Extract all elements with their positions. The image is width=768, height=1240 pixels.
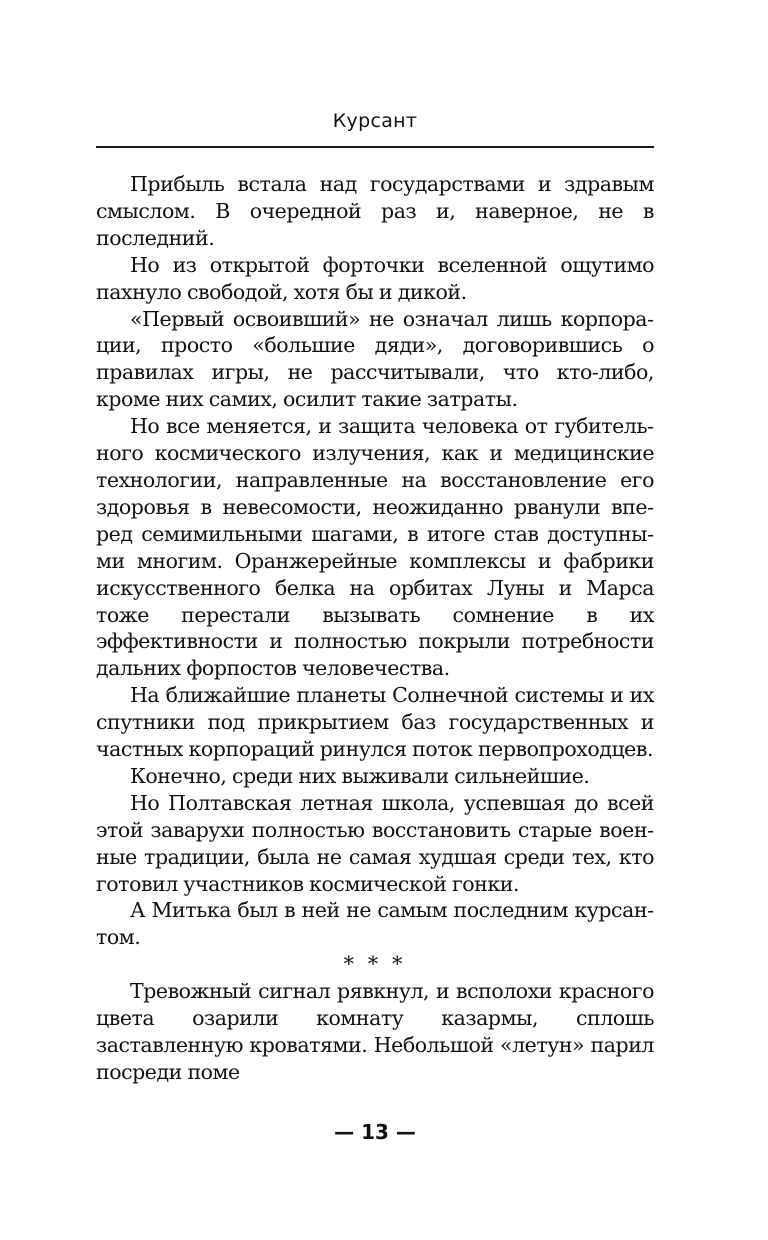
paragraph: «Первый освоивший» не означал лишь корпорации, просто «большие дяди», договорившись о правилах игры, не рассчитывали, что кто-либо, кроме них самих, осилит такие затраты. [96,306,654,412]
paragraph: Тревожный сигнал рявкнул, и всполохи красного цвета озарили комнату казармы, сплошь заставленную кроватями. Небольшой «летун» парил посреди поме [96,979,654,1084]
paragraph: На ближайшие планеты Солнечной системы и их спутники под прикрытием баз государственных и частных корпораций ринулся поток первопроходцев. [96,683,654,762]
paragraph: Конечно, среди них выживали сильнейшие. [130,763,590,788]
page-header [96,108,654,148]
paragraph: Прибыль встала над государствами и здравым смыслом. В очередной раз и, наверное, не в последний. [96,172,654,250]
scene-break: * * * [343,952,407,977]
paragraph: Но Полтавская летная школа, успевшая до всей этой заварухи полностью восстановить старые военные традиции, была не самая худшая среди тех, кто готовил участников космической гонки. [96,790,654,896]
paragraph: Но все меняется, и защита человека от губительного космического излучения, как и медицинские технологии, направленные на восстановление его здоровья в невесомости, неожиданно рванули вперед семимильными шагами, в итоге став доступными многим. Оранжерейные комплексы и фабрики искусственного белка на орбитах Луны и Марса тоже перестали вызывать сомнение в их эффективности и полностью покрыли потребности дальних форпостов человечества. [96,414,654,681]
paragraph: А Митька был в ней не самым последним курсантом. [96,898,654,950]
paragraph: Но из открытой форточки вселенной ощутимо пахнуло свободой, хотя бы и дикой. [96,252,654,304]
body-text [96,171,654,1086]
running-title: Курсант [332,110,418,132]
page-number: — 13 — [334,1120,416,1144]
